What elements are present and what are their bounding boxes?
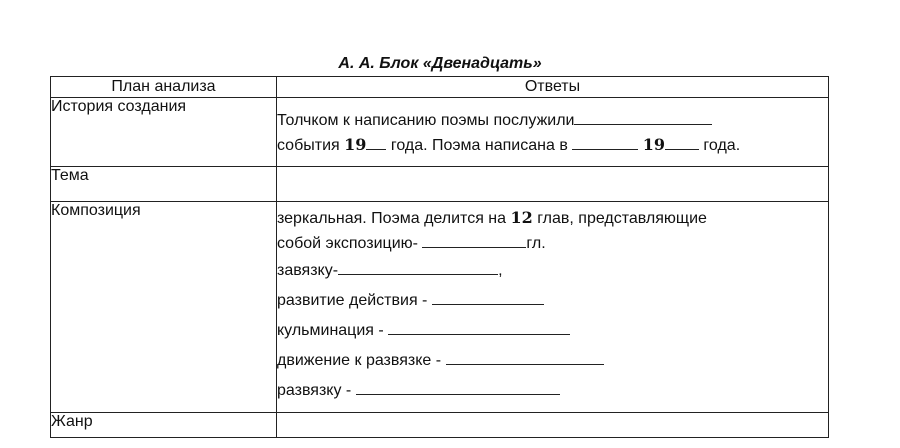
history-text-2b: года. Поэма написана в: [386, 137, 573, 154]
blank-month[interactable]: [572, 133, 638, 150]
comp-line-2: [277, 231, 828, 256]
comp-text-2a: собой экспозицию-: [277, 235, 423, 252]
history-line-1: [277, 108, 828, 133]
blank-dvizhenie[interactable]: [446, 348, 604, 365]
answer-history: [277, 98, 829, 167]
comp-line-dvizhenie: [277, 346, 828, 376]
comp-text-kulminaciya: кульминация -: [277, 322, 389, 339]
row-history: [51, 98, 829, 167]
blank-year-1[interactable]: [366, 133, 386, 150]
header-plan: План анализа: [51, 77, 277, 98]
row-theme: [51, 167, 829, 202]
table-header-row: [51, 77, 829, 98]
blank-history-cause[interactable]: [574, 108, 712, 125]
comp-line-razvitie: [277, 286, 828, 316]
label-theme: Тема: [51, 167, 277, 202]
blank-zavyazka[interactable]: [338, 258, 498, 275]
comp-line-kulminaciya: [277, 316, 828, 346]
answer-composition: [277, 202, 829, 413]
blank-razvyazka[interactable]: [356, 378, 560, 395]
row-composition: [51, 202, 829, 413]
row-genre: [51, 413, 829, 438]
comp-text-razvitie: развитие действия -: [277, 292, 432, 309]
analysis-table: [50, 76, 829, 438]
comp-text-1a: зеркальная. Поэма делится на: [277, 210, 511, 227]
history-text-1: Толчком к написанию поэмы послужили: [277, 112, 575, 129]
label-composition: Композиция: [51, 202, 277, 413]
label-genre: Жанр: [51, 413, 277, 438]
comp-line-razvyazka: [277, 376, 828, 406]
year-prefix-1: 19: [344, 135, 367, 154]
history-text-2a: события: [277, 137, 345, 154]
header-answers: Ответы: [277, 77, 829, 98]
answer-genre[interactable]: [277, 413, 829, 438]
comp-line-zavyazka: [277, 256, 828, 286]
blank-kulminaciya[interactable]: [388, 318, 570, 335]
comp-text-razvyazka: развязку -: [277, 382, 356, 399]
history-text-2c: года.: [698, 137, 741, 154]
answer-theme[interactable]: [277, 167, 829, 202]
blank-razvitie[interactable]: [432, 288, 544, 305]
label-history: История создания: [51, 98, 277, 167]
comma: ,: [498, 262, 503, 279]
comp-text-2b: гл.: [526, 235, 546, 252]
comp-text-dvizhenie: движение к развязке -: [277, 352, 446, 369]
year-prefix-2: 19: [642, 135, 665, 154]
blank-year-2[interactable]: [665, 133, 699, 150]
worksheet-title: А. А. Блок «Двенадцать»: [338, 55, 542, 72]
comp-text-1b: глав, представляющие: [532, 210, 707, 227]
blank-exposition[interactable]: [422, 231, 526, 248]
history-line-2: [277, 133, 828, 158]
chapter-count: 12: [510, 208, 533, 227]
comp-line-1: [277, 206, 828, 231]
comp-text-zavyazka: завязку-: [277, 262, 339, 279]
